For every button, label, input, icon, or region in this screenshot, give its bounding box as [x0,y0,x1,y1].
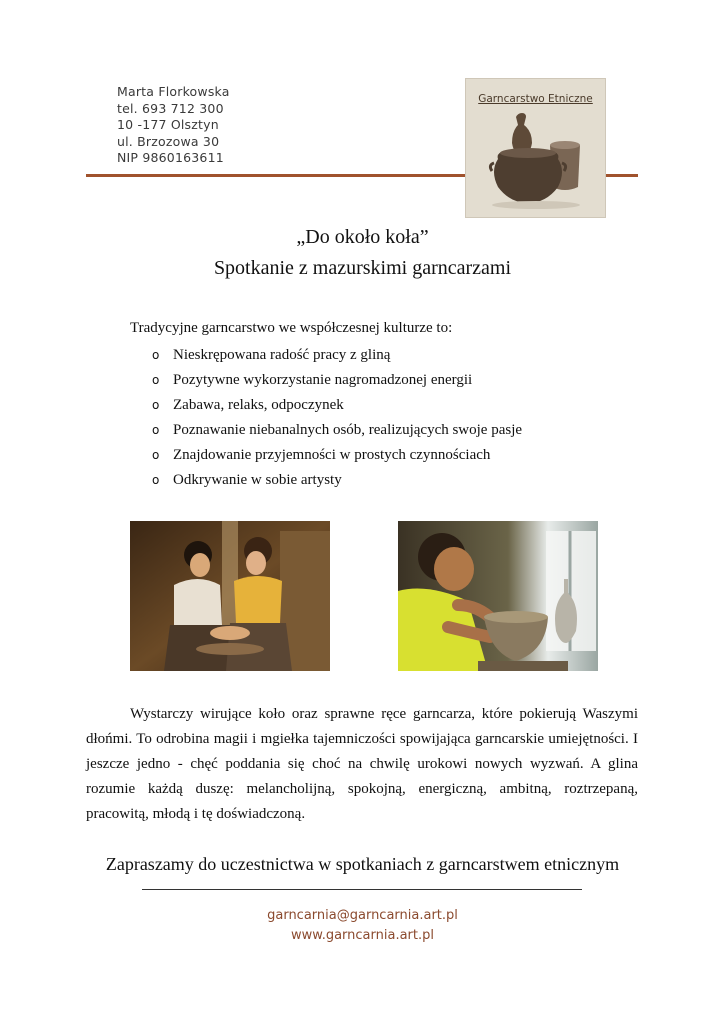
bullet-icon: o [152,473,160,487]
bullet-icon: o [152,448,160,462]
footer [0,906,725,946]
photo-pottery-workshop [130,521,330,671]
bullet-icon: o [152,423,160,437]
description-paragraph: Wystarczy wirujące koło oraz sprawne ręce garncarza, które pokierują Waszymi dłońmi. To odrobina magii i mgiełka tajemniczości spowijająca garncarskie umiejętności. I jeszcze jedno - chęć poddania się choć na chwilę urokowi nowych wyzwań. A glina rozumie każdą duszę: melancholijną, spokojną, energiczną, ambitną, roztrzepaną, pracowitą, młodą i tę doświadczoną. [86,706,638,822]
contact-phone: tel. 693 712 300 [117,100,224,116]
photo-potter-at-wheel [398,521,598,671]
bullet-list [152,345,522,495]
contact-street: ul. Brzozowa 30 [117,133,220,149]
footer-divider [142,889,582,890]
bullet-icon: o [152,348,160,362]
list-item: o Poznawanie niebanalnych osób, realizujących swoje pasje [152,422,523,438]
bullet-icon: o [152,398,160,412]
contact-block [117,84,230,167]
list-item: o Pozytywne wykorzystanie nagromadzonej energii [152,372,473,388]
list-item: o Nieskrępowana radość pracy z gliną [152,347,391,363]
contact-city: 10 -177 Olsztyn [117,117,219,132]
list-item: o Znajdowanie przyjemności w prostych czynnościach [152,447,491,463]
contact-name: Marta Florkowska [117,84,230,99]
logo-title: Garncarstwo Etniczne [478,93,593,105]
page-title: „Do około koła” [296,226,429,248]
bullet-icon: o [152,373,160,387]
footer-website-link[interactable]: www.garncarnia.art.pl [291,928,434,943]
footer-email-link[interactable]: garncarnia@garncarnia.art.pl [267,908,458,923]
page-subtitle: Spotkanie z mazurskimi garncarzami [213,257,512,279]
list-item: o Zabawa, relaks, odpoczynek [152,397,344,413]
list-item: o Odkrywanie w sobie artysty [152,472,342,488]
intro-text: Tradycyjne garncarstwo we współczesnej kulturze to: [130,320,453,336]
invitation-text: Zapraszamy do uczestnictwa w spotkaniach z garncarstwem etnicznym [105,854,620,874]
contact-nip: NIP 9860163611 [117,150,224,165]
logo [465,78,606,218]
